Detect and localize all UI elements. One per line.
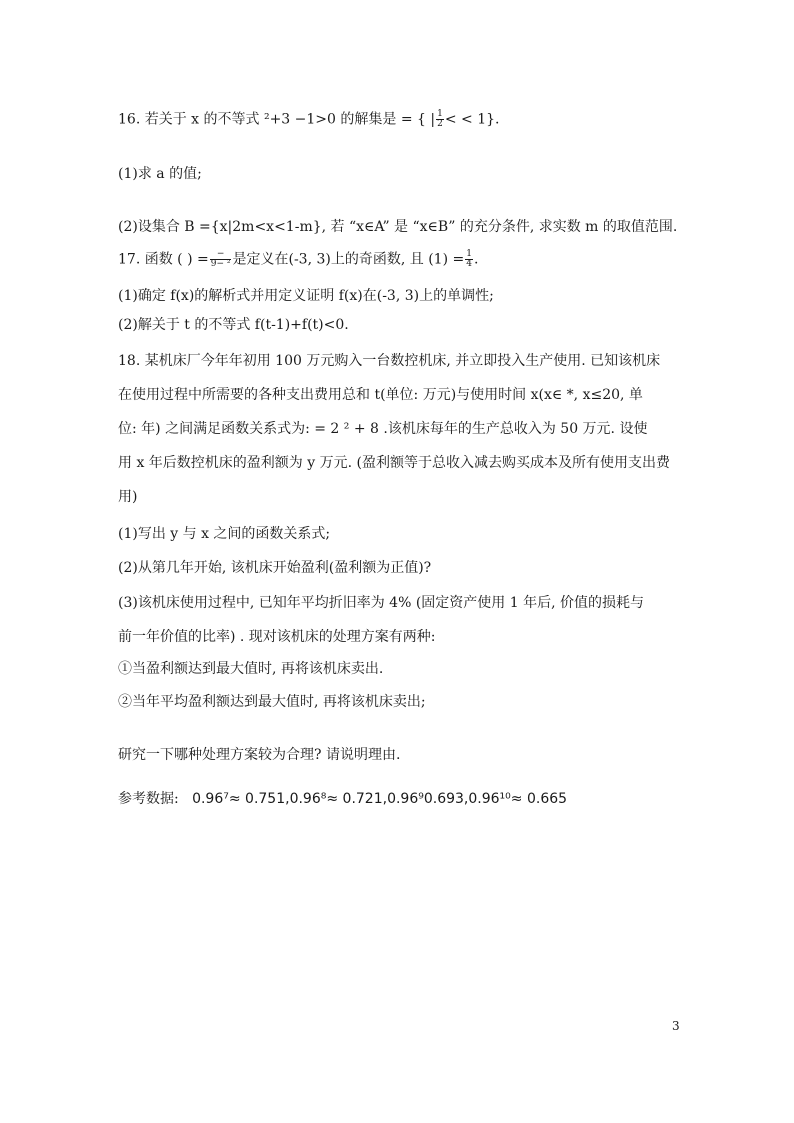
q16-frac-num: 1 — [437, 109, 443, 119]
q17-fraction2 — [465, 250, 473, 269]
q16-stem-tail: < < 1}. — [444, 111, 500, 128]
q16-stem — [118, 110, 499, 129]
q18-part1: (1)写出 y 与 x 之间的函数关系式; — [118, 526, 331, 542]
q18-option1: ①当盈利额达到最大值时, 再将该机床卖出. — [118, 661, 384, 677]
q18-part3b: 前一年价值的比率) . 现对该机床的处理方案有两种: — [118, 629, 436, 645]
q17-frac2-num: 1 — [466, 249, 472, 259]
q18-part3a: (3)该机床使用过程中, 已知年平均折旧率为 4% (固定资产使用 1 年后, 价值的损耗与 — [118, 595, 645, 611]
q17-stem-b: 是定义在(-3, 3)上的奇函数, 且 (1) = — [232, 251, 465, 268]
q17-frac2-den: 4 — [466, 259, 472, 269]
q18-option2: ②当年平均盈利额达到最大值时, 再将该机床卖出; — [118, 694, 426, 710]
q17-stem-c: . — [473, 251, 479, 268]
q18-part2: (2)从第几年开始, 该机床开始盈利(盈利额为正值)? — [118, 560, 432, 576]
q18-reference-label: 参考数据: — [118, 791, 179, 807]
q16-part1: (1)求 a 的值; — [118, 166, 202, 182]
page-number: 3 — [672, 1019, 680, 1033]
q17-stem-a: 17. 函数 ( ) = — [118, 251, 209, 268]
q18-line1: 18. 某机床厂今年年初用 100 万元购入一台数控机床, 并立即投入生产使用. 已知该机床 — [118, 353, 661, 369]
q18-line4: 用 x 年后数控机床的盈利额为 y 万元. (盈利额等于总收入减去购买成本及所有使用支出费 — [118, 455, 670, 471]
q17-part1: (1)确定 f(x)的解析式并用定义证明 f(x)在(-3, 3)上的单调性; — [118, 288, 494, 304]
q18-reference — [118, 790, 567, 808]
q17-stem — [118, 250, 478, 269]
q18-reference-values: 0.96⁷≈ 0.751,0.96⁸≈ 0.721,0.96⁹0.693,0.96¹⁰≈ 0.665 — [192, 791, 568, 807]
q18-line3: 位: 年) 之间满足函数关系式为: = 2 ² + 8 .该机床每年的生产总收入为 50 万元. 设使 — [118, 421, 648, 437]
q17-part2: (2)解关于 t 的不等式 f(t-1)+f(t)<0. — [118, 317, 349, 333]
q17-fraction — [210, 250, 232, 269]
q18-line5: 用) — [118, 489, 138, 505]
q17-frac-num: − — [210, 250, 232, 260]
q18-line2: 在使用过程中所需要的各种支出费用总和 t(单位: 万元)与使用时间 x(x∈ *, x≤20, 单 — [118, 387, 643, 403]
q16-frac-den: 2 — [437, 119, 443, 129]
q16-fraction — [436, 110, 444, 129]
q16-part2: (2)设集合 B ={x|2m<x<1-m}, 若 “x∈A” 是 “x∈B” 的充分条件, 求实数 m 的取值范围. — [118, 219, 678, 235]
q17-frac-den: 9− ² — [210, 259, 231, 269]
q16-stem-text: 16. 若关于 x 的不等式 ²+3 −1>0 的解集是 = { | — [118, 111, 436, 128]
q18-question: 研究一下哪种处理方案较为合理? 请说明理由. — [118, 747, 401, 763]
